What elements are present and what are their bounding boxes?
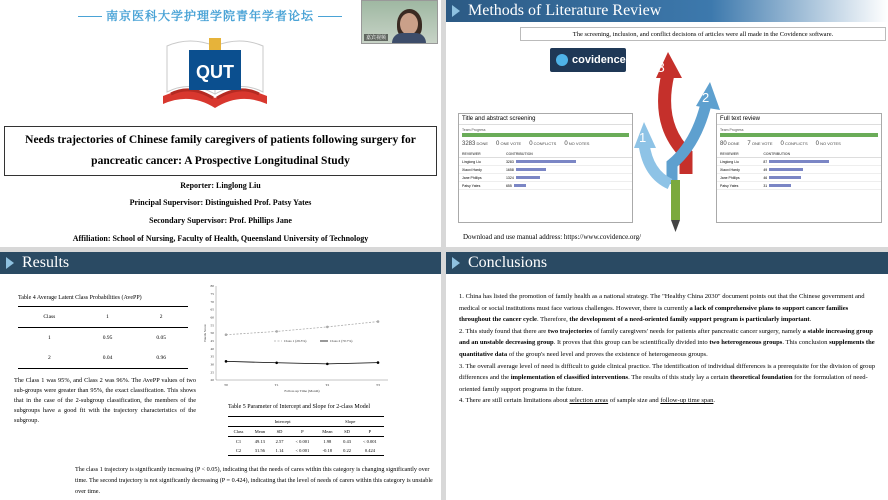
trajectory-chart-svg bbox=[202, 280, 400, 400]
contribution-bar bbox=[516, 176, 540, 179]
reporter: Reporter: Linglong Liu bbox=[180, 181, 261, 190]
results-bottom-text: The class 1 trajectory is significantly increasing (P < 0.05), indicating that the needs of cares within this category is changing significantly over time. The second trajectory is not significantly decreasing (P = 0.424), indicating that the level of needs of carers within this category is unstable over time. bbox=[75, 466, 433, 495]
arrow-number-1: 1 bbox=[639, 130, 647, 145]
panel-right-team-progress: Team Progress bbox=[720, 128, 744, 132]
y-tick-label: 45 bbox=[210, 339, 214, 344]
y-tick-label: 30 bbox=[210, 362, 214, 367]
panel-title-abstract bbox=[458, 113, 633, 223]
panel-full-text bbox=[716, 113, 882, 223]
qut-book-logo bbox=[155, 36, 275, 116]
x-tick-label: T3 bbox=[376, 383, 380, 387]
table-row: C2 31.56 1.14 < 0.001 -0.18 0.22 0.424 bbox=[235, 448, 375, 453]
table-row: Linglong Liu 87 bbox=[717, 158, 881, 166]
panel-left-team-progress: Team Progress bbox=[462, 128, 486, 132]
table-row: Linglong Liu 3283 bbox=[459, 158, 632, 166]
panel-left-table: REVIEWER CONTRIBUTION Linglong Liu 3283 Xiaoxi Hardy 1658 Jane Phillips 1324 Patsy Yates 655 bbox=[459, 151, 632, 190]
section-title: Conclusions bbox=[468, 254, 548, 271]
table5: Intercept Slope Class Mean SD P Mean SD P C1 49.13 2.57 < 0.001 1.98 0.43 < 0.001 C2 31.56 1.14 < 0.001 -0.18 0.22 0.424 bbox=[228, 416, 384, 456]
contribution-bar bbox=[769, 176, 801, 179]
x-axis-label: Follow-up Time (Month) bbox=[284, 389, 320, 393]
panel-left-stats: 3283 DONE 0 ONE VOTE 0 CONFLICTS 0 NO VOTES bbox=[462, 141, 590, 147]
slide-results bbox=[0, 252, 441, 500]
panel-right-header: Full text review bbox=[717, 114, 881, 125]
secondary-supervisor: Secondary Supervisor: Prof. Phillips Jane bbox=[149, 216, 292, 225]
title-line-2: pancreatic cancer: A Prospective Longitudinal Study bbox=[91, 155, 350, 167]
slide-title bbox=[0, 0, 441, 247]
conclusion-2: 2. This study found that there are two trajectories of family caregivers' needs for patients after pancreatic cancer surgery, namely a stable increasing group and an unstable decreasing group. It proves that this group can be scientifically divided into two heterogeneous groups. This conclusion supplements the quantitative data of the group's need level and proves the existence of heterogeneous groups. bbox=[459, 327, 875, 358]
principal-supervisor: Principal Supervisor: Distinguished Prof. Patsy Yates bbox=[129, 198, 312, 207]
contribution-bar bbox=[516, 168, 546, 171]
qut-logo-text: QUT bbox=[196, 62, 234, 82]
slide-methods bbox=[446, 0, 888, 247]
legend-label: Class 1 (29.3%) bbox=[284, 339, 307, 344]
table-row: Patsy Yates 655 bbox=[459, 182, 632, 190]
data-point bbox=[275, 361, 278, 364]
y-tick-label: 40 bbox=[210, 346, 214, 351]
covidence-logo bbox=[550, 48, 626, 72]
speaker-video[interactable] bbox=[361, 0, 438, 44]
table4-caption: Table 4 Average Latent Class Probabilities (AvePP) bbox=[18, 295, 142, 301]
table-row: Jane Phillips 1324 bbox=[459, 174, 632, 182]
header-arrow-icon bbox=[6, 257, 14, 269]
contribution-bar bbox=[769, 184, 791, 187]
contribution-bar bbox=[769, 160, 829, 163]
section-header bbox=[446, 252, 888, 274]
covidence-mark-icon bbox=[556, 54, 568, 66]
process-arrows-graphic bbox=[626, 44, 722, 234]
table-row: Xiaoxi Hardy 1658 bbox=[459, 166, 632, 174]
conclusions-body bbox=[459, 291, 881, 407]
data-point bbox=[225, 333, 228, 336]
panel-left-header: Title and abstract screening bbox=[459, 114, 632, 125]
section-title: Methods of Literature Review bbox=[468, 2, 662, 19]
section-header bbox=[0, 252, 441, 274]
table-row: Patsy Yates 31 bbox=[717, 182, 881, 190]
panel-right-table: REVIEWER CONTRIBUTION Linglong Liu 87 Xiaoxi Hardy 49 Jane Phillips 46 Patsy Yates 31 bbox=[717, 151, 881, 190]
section-title: Results bbox=[22, 254, 70, 271]
table-row: 2 0.04 0.96 bbox=[18, 348, 188, 369]
table5-caption: Table 5 Parameter of Intercept and Slope for 2-class Model bbox=[228, 404, 371, 410]
data-point bbox=[275, 330, 278, 333]
contribution-bar bbox=[516, 160, 576, 163]
data-point bbox=[377, 320, 380, 323]
forum-banner-text: 南京医科大学护理学院青年学者论坛 bbox=[105, 9, 314, 23]
panel-right-stats: 80 DONE 7 ONE VOTE 0 CONFLICTS 0 NO VOTES bbox=[720, 141, 841, 147]
covidence-note: The screening, inclusion, and conflict decisions of articles were all made in the Covidence software. bbox=[520, 27, 886, 41]
y-tick-label: 20 bbox=[210, 378, 214, 383]
y-tick-label: 60 bbox=[210, 315, 214, 320]
series-line-2 bbox=[226, 361, 378, 364]
y-tick-label: 50 bbox=[210, 331, 214, 336]
table-row: Jane Phillips 46 bbox=[717, 174, 881, 182]
data-point bbox=[377, 361, 380, 364]
y-tick-label: 70 bbox=[210, 299, 214, 304]
y-axis-label: Needs Score bbox=[203, 324, 207, 342]
data-point bbox=[225, 360, 228, 363]
contribution-bar bbox=[769, 168, 803, 171]
forum-banner bbox=[60, 7, 360, 24]
legend-label: Class 2 (70.7%) bbox=[330, 339, 353, 344]
section-header bbox=[446, 0, 888, 22]
title-line-1: Needs trajectories of Chinese family caregivers of patients following surgery for bbox=[25, 134, 416, 146]
presentation-title bbox=[4, 126, 437, 176]
conclusion-1: 1. China has listed the promotion of family health as a national strategy. The "Healthy China 2030" document points out that the Chinese government and medical or social institutions must face various challenges. However, there is currently a lack of comprehensive plans to support cancer families throughout the cancer cycle. Therefore, the development of a need-oriented family support program is particularly important. bbox=[459, 293, 865, 324]
x-tick-label: T0 bbox=[224, 383, 228, 387]
table-row: Xiaoxi Hardy 49 bbox=[717, 166, 881, 174]
series-line-1 bbox=[226, 322, 378, 335]
table4: Class 1 2 1 0.95 0.05 2 0.04 0.96 bbox=[18, 306, 188, 369]
data-point bbox=[326, 363, 329, 366]
covidence-logo-text: covidence bbox=[572, 54, 626, 66]
data-point bbox=[326, 326, 329, 329]
y-tick-label: 25 bbox=[210, 370, 214, 375]
arrow-number-2: 2 bbox=[702, 90, 710, 105]
x-tick-label: T1 bbox=[274, 383, 279, 387]
results-paragraph: The Class 1 was 95%, and Class 2 was 96%. The AvePP values of two sub-groups were greater than 95%, the exact classification. This shows that in the case of the 2-subgroup classification, the members of the subgroups have a good fit with the trajectory characteristics of the subgroup. bbox=[14, 377, 196, 424]
affiliation: Affiliation: School of Nursing, Faculty of Health, Queensland University of Technology bbox=[72, 234, 369, 243]
header-arrow-icon bbox=[452, 257, 460, 269]
contribution-bar bbox=[514, 184, 526, 187]
conclusion-4: 4. There are still certain limitations about selection areas of sample size and follow-up time span. bbox=[459, 397, 716, 405]
conclusion-3: 3. The overall average level of need is difficult to guide clinical practice. The identification of individual differences is a prerequisite for the division of group differences and the implementation of classified interventions. The results of this study lay a certain theoretical foundation for the formulation of need-oriented family support programs in the future. bbox=[459, 362, 876, 393]
slide-conclusions bbox=[446, 252, 888, 500]
y-tick-label: 75 bbox=[210, 292, 214, 297]
arrow-number-3: 3 bbox=[657, 59, 665, 75]
table-row: C1 49.13 2.57 < 0.001 1.98 0.43 < 0.001 bbox=[235, 439, 377, 444]
download-address: Download and use manual address: https://www.covidence.org/ bbox=[463, 233, 642, 241]
x-tick-label: T2 bbox=[325, 383, 330, 387]
y-tick-label: 65 bbox=[210, 307, 214, 312]
y-tick-label: 80 bbox=[210, 284, 214, 289]
y-tick-label: 35 bbox=[210, 354, 214, 359]
header-arrow-icon bbox=[452, 5, 460, 17]
table-row: 1 0.95 0.05 bbox=[47, 335, 166, 341]
speaker-video-name: 嘉宾视频 bbox=[366, 35, 387, 41]
y-tick-label: 55 bbox=[210, 323, 214, 328]
